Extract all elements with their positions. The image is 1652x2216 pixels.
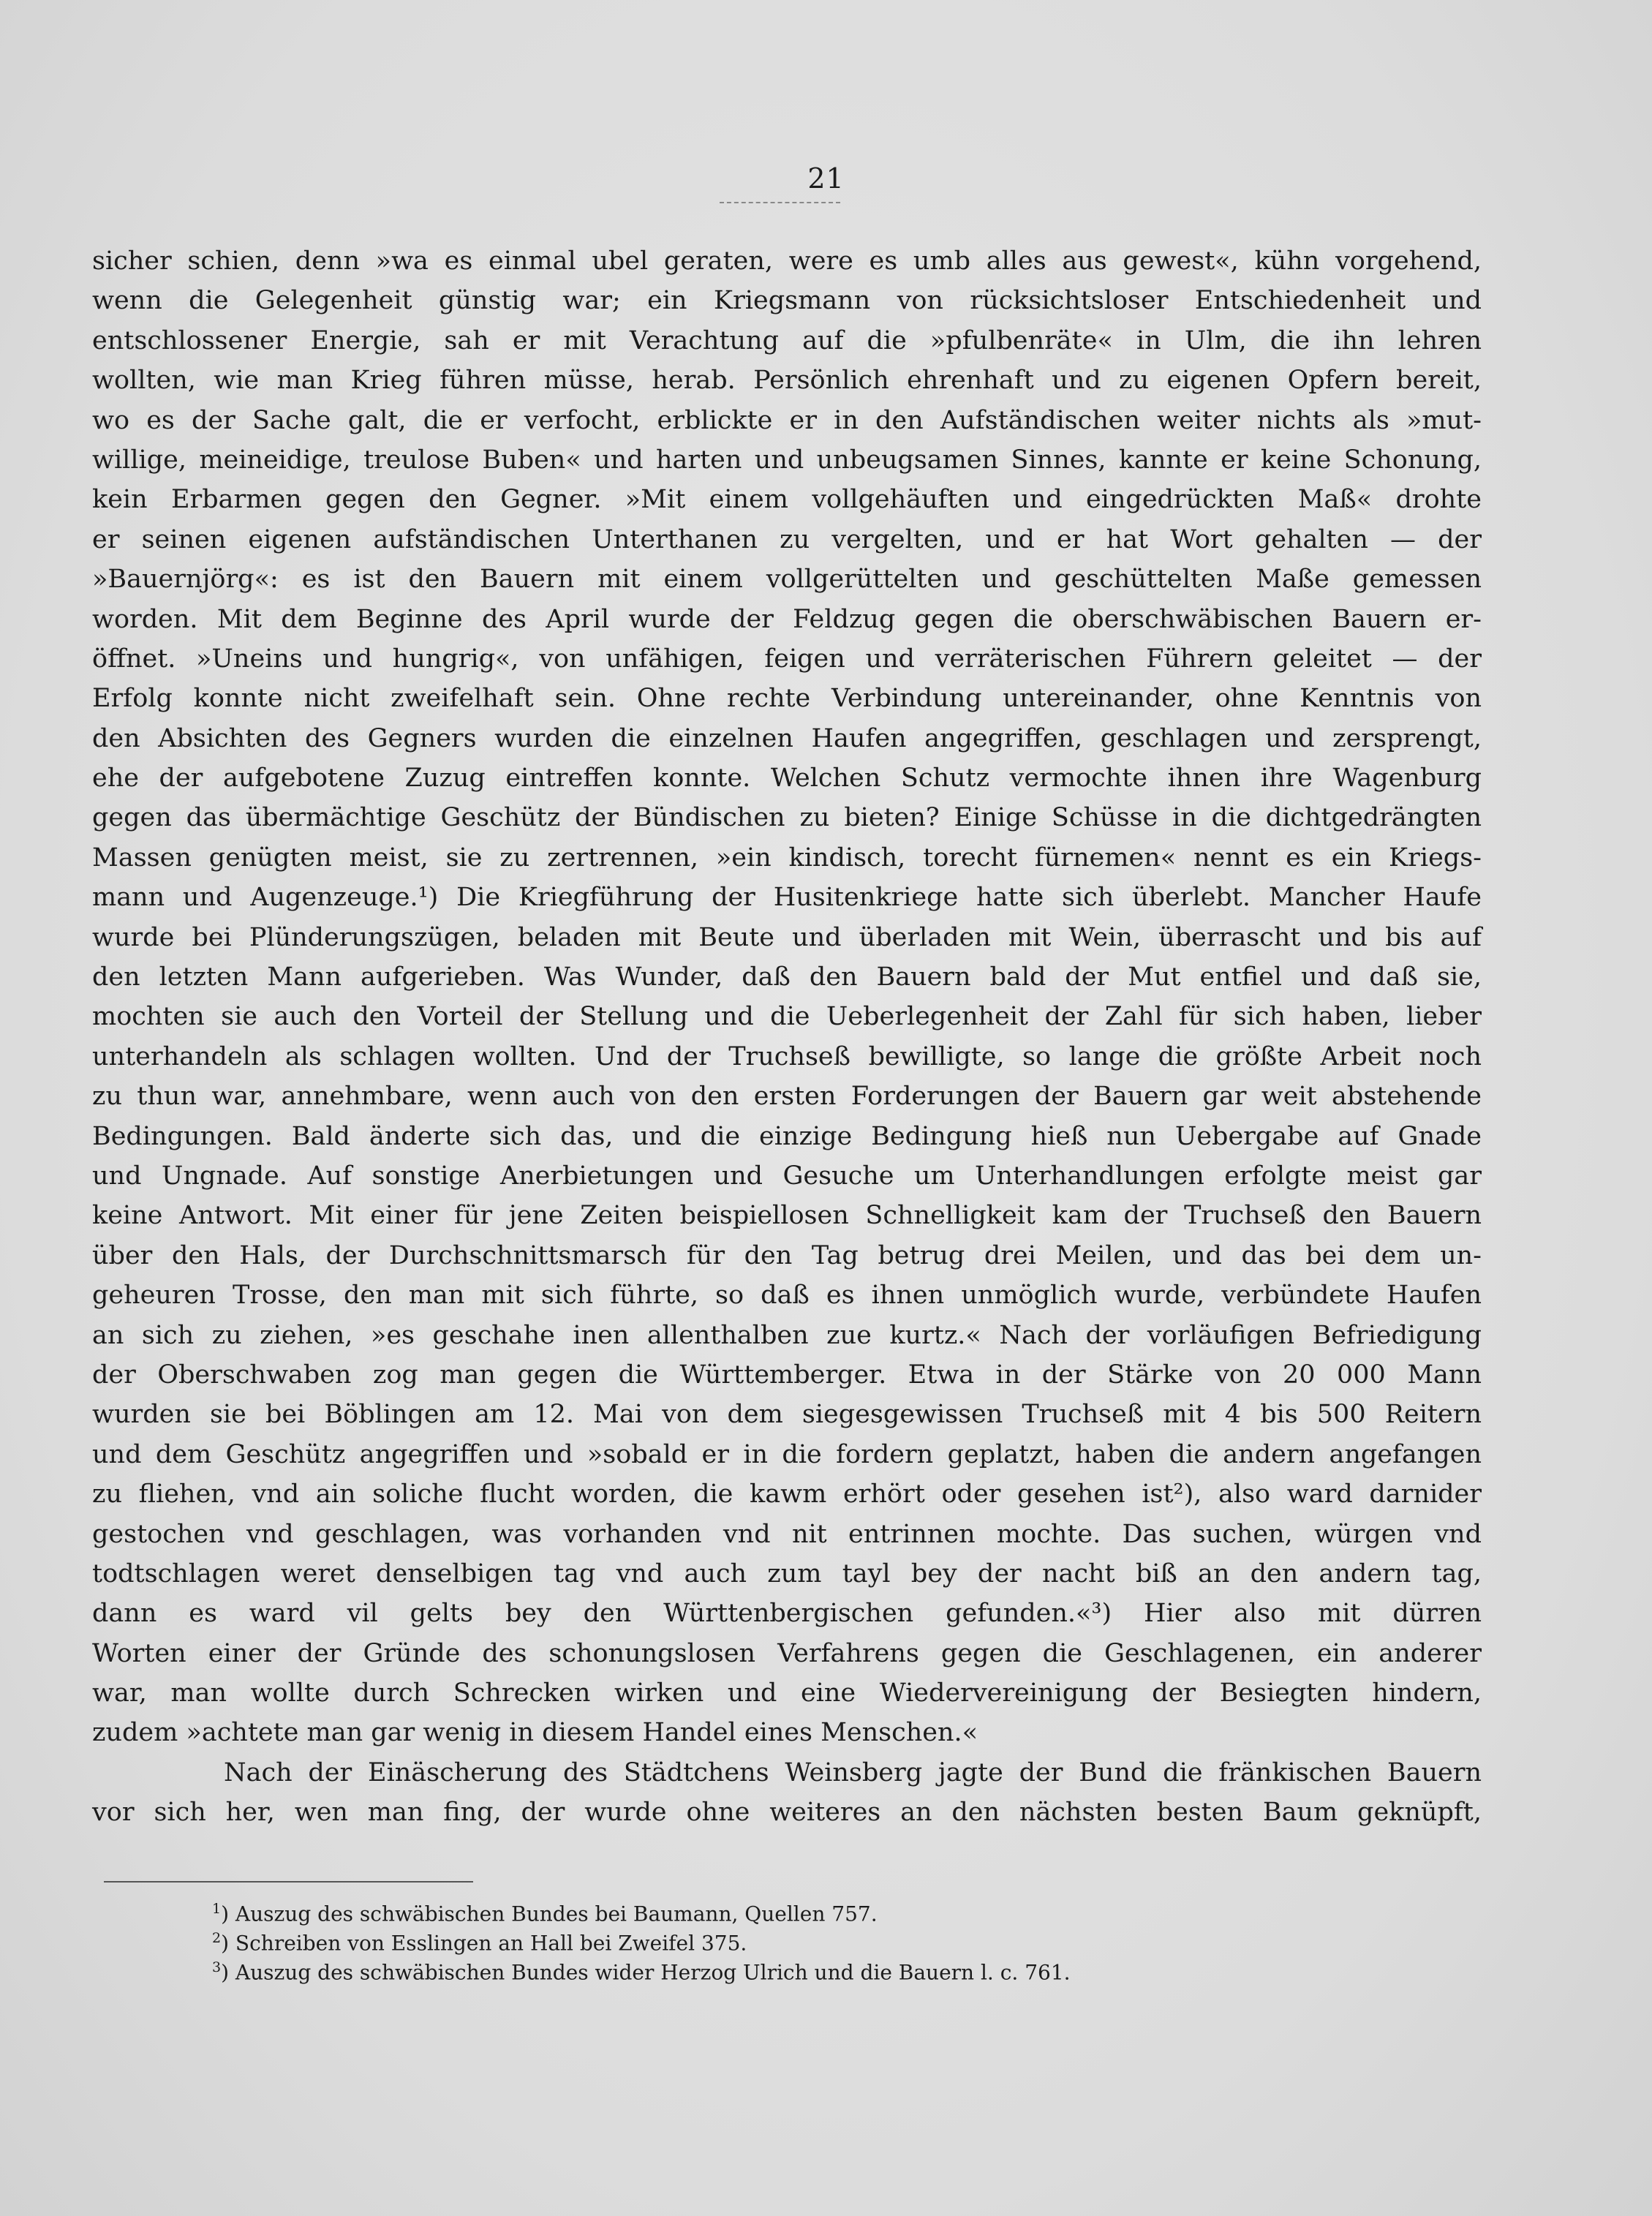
footnote-divider (104, 1881, 473, 1883)
text-line: und dem Geschütz angegriffen und »sobald er in die fordern geplatzt, haben die andern angefangen (92, 1439, 1482, 1469)
text-line: Nach der Einäscherung des Städtchens Weinsberg jagte der Bund die fränkischen Bauern (224, 1757, 1482, 1787)
text-line: gestochen vnd geschlagen, was vorhanden vnd nit entrinnen mochte. Das suchen, würgen vnd (92, 1519, 1482, 1549)
text-line: und Ungnade. Auf sonstige Anerbietungen und Gesuche um Unterhandlungen erfolgte meist gar (92, 1161, 1482, 1191)
text-line: mann und Augenzeuge.¹) Die Kriegführung der Husitenkriege hatte sich überlebt. Mancher Haufe (92, 883, 1482, 913)
footnote-text: ) Schreiben von Esslingen an Hall bei Zweifel 375. (221, 1931, 747, 1956)
text-line: kein Erbarmen gegen den Gegner. »Mit einem vollgehäuften und eingedrückten Maß« drohte (92, 485, 1482, 515)
text-line: mochten sie auch den Vorteil der Stellung und die Ueberlegenheit der Zahl für sich haben, lieber (92, 1002, 1482, 1032)
text-line: er seinen eigenen aufständischen Unterthanen zu vergelten, und er hat Wort gehalten — der (92, 524, 1482, 554)
footnotes (212, 1894, 1382, 1985)
footnote-1 (212, 1894, 1382, 1926)
text-line: war, man wollte durch Schrecken wirken und eine Wiedervereinigung der Besiegten hindern, (92, 1678, 1482, 1708)
text-line: vor sich her, wen man fing, der wurde ohne weiteres an den nächsten besten Baum geknüpft, (92, 1798, 1482, 1828)
body-text (92, 241, 1482, 1833)
text-line: über den Hals, der Durchschnittsmarsch für den Tag betrug drei Meilen, und das bei dem un- (92, 1240, 1482, 1270)
text-line: keine Antwort. Mit einer für jene Zeiten beispiellosen Schnelligkeit kam der Truchseß den Bauern (92, 1201, 1482, 1231)
footnote-3 (212, 1953, 1382, 1985)
text-line: entschlossener Energie, sah er mit Verachtung auf die »pfulbenräte« in Ulm, die ihn lehren (92, 325, 1482, 355)
text-line: wenn die Gelegenheit günstig war; ein Kriegsmann von rücksichtsloser Entschiedenheit und (92, 286, 1482, 316)
footnote-text: ) Auszug des schwäbischen Bundes wider Herzog Ulrich und die Bauern l. c. 761. (221, 1960, 1071, 1985)
footnote-marker: 1 (212, 1901, 222, 1917)
footnote-text: ) Auszug des schwäbischen Bundes bei Baumann, Quellen 757. (221, 1902, 878, 1926)
text-line: worden. Mit dem Beginne des April wurde der Feldzug gegen die oberschwäbischen Bauern er- (92, 604, 1482, 634)
text-line: wurde bei Plünderungszügen, beladen mit Beute und überladen mit Wein, überrascht und bis auf (92, 922, 1482, 952)
text-line: dann es ward vil gelts bey den Württenbergischen gefunden.«³) Hier also mit dürren (92, 1599, 1482, 1629)
text-line: Worten einer der Gründe des schonungslosen Verfahrens gegen die Geschlagenen, ein anderer (92, 1638, 1482, 1668)
text-line: gegen das übermächtige Geschütz der Bündischen zu bieten? Einige Schüsse in die dichtgedrängten (92, 803, 1482, 833)
text-line: Bedingungen. Bald änderte sich das, und die einzige Bedingung hieß nun Uebergabe auf Gnade (92, 1121, 1482, 1151)
text-line: geheuren Trosse, den man mit sich führte, so daß es ihnen unmöglich wurde, verbündete Haufen (92, 1281, 1482, 1311)
text-line: an sich zu ziehen, »es geschahe inen allenthalben zue kurtz.« Nach der vorläufigen Befriedigung (92, 1320, 1482, 1350)
text-line: ehe der aufgebotene Zuzug eintreffen konnte. Welchen Schutz vermochte ihnen ihre Wagenburg (92, 764, 1482, 794)
text-line: zudem »achtete man gar wenig in diesem Handel eines Menschen.« (92, 1718, 978, 1748)
footnote-2 (212, 1923, 1382, 1956)
page-number: 21 (807, 162, 845, 195)
text-line: wo es der Sache galt, die er verfocht, erblickte er in den Aufständischen weiter nichts als »mut- (92, 405, 1482, 435)
page-number-ornament (720, 202, 840, 203)
text-line: unterhandeln als schlagen wollten. Und der Truchseß bewilligte, so lange die größte Arbeit noch (92, 1041, 1482, 1071)
text-line: Massen genügten meist, sie zu zertrennen, »ein kindisch, torecht fürnemen« nennt es ein Kriegs- (92, 843, 1482, 873)
footnote-marker: 3 (212, 1959, 222, 1975)
text-line: zu fliehen, vnd ain soliche flucht worden, die kawm erhört oder gesehen ist²), also ward darnider (92, 1480, 1482, 1510)
text-line: wollten, wie man Krieg führen müsse, herab. Persönlich ehrenhaft und zu eigenen Opfern bereit, (92, 366, 1482, 396)
text-line: wurden sie bei Böblingen am 12. Mai von dem siegesgewissen Truchseß mit 4 bis 500 Reitern (92, 1400, 1482, 1430)
text-line: todtschlagen weret denselbigen tag vnd auch zum tayl bey der nacht biß an den andern tag, (92, 1559, 1482, 1588)
text-line: den letzten Mann aufgerieben. Was Wunder, daß den Bauern bald der Mut entfiel und daß sie, (92, 962, 1482, 992)
footnote-marker: 2 (212, 1930, 222, 1946)
text-line: den Absichten des Gegners wurden die einzelnen Haufen angegriffen, geschlagen und zersprengt, (92, 723, 1482, 753)
text-line: sicher schien, denn »wa es einmal ubel geraten, were es umb alles aus gewest«, kühn vorgehend, (92, 246, 1482, 276)
text-line: zu thun war, annehmbare, wenn auch von den ersten Forderungen der Bauern gar weit abstehende (92, 1082, 1482, 1112)
text-line: willige, meineidige, treulose Buben« und harten und unbeugsamen Sinnes, kannte er keine Schonung, (92, 445, 1482, 475)
text-line: »Bauernjörg«: es ist den Bauern mit einem vollgerüttelten und geschüttelten Maße gemessen (92, 565, 1482, 595)
text-line: öffnet. »Uneins und hungrig«, von unfähigen, feigen und verräterischen Führern geleitet — der (92, 644, 1482, 674)
text-line: Erfolg konnte nicht zweifelhaft sein. Ohne rechte Verbindung untereinander, ohne Kenntnis von (92, 684, 1482, 714)
text-line: der Oberschwaben zog man gegen die Württemberger. Etwa in der Stärke von 20 000 Mann (92, 1360, 1482, 1390)
